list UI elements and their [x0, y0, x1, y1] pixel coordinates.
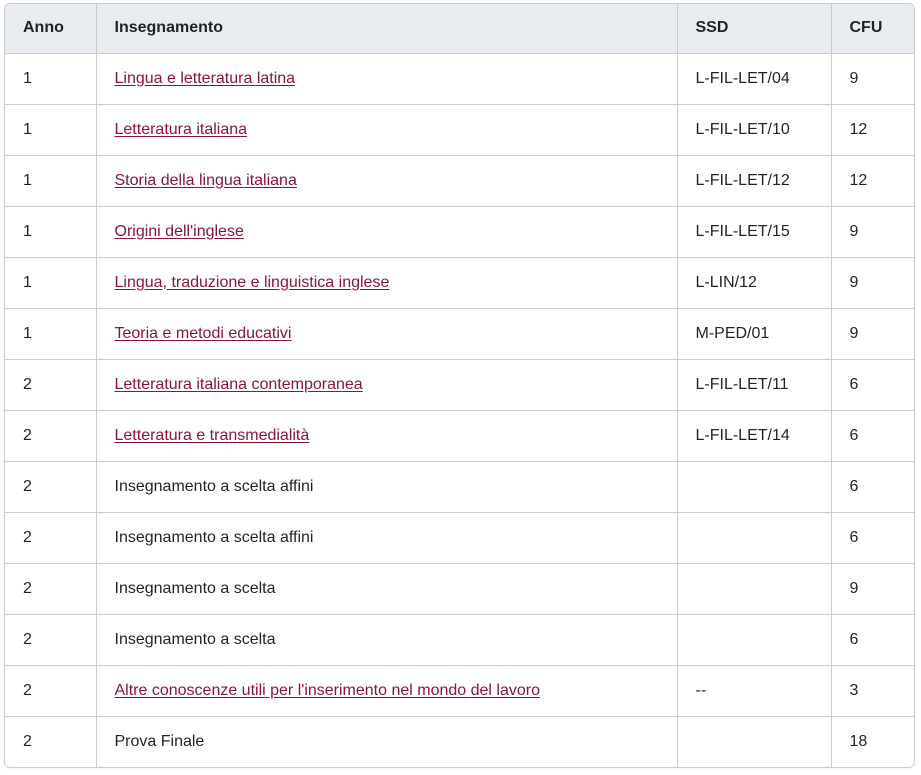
- table-row: [5, 563, 914, 614]
- cell-insegnamento: [96, 410, 677, 461]
- cell-anno: 2: [5, 512, 96, 563]
- cell-cfu: 6: [831, 359, 914, 410]
- course-link[interactable]: Letteratura italiana contemporanea: [114, 375, 363, 393]
- table-row: [5, 410, 914, 461]
- cell-insegnamento: [96, 563, 677, 614]
- course-name: Insegnamento a scelta affini: [114, 477, 314, 495]
- cell-ssd: L-FIL-LET/04: [677, 53, 831, 104]
- cell-insegnamento: [96, 461, 677, 512]
- course-link[interactable]: Lingua, traduzione e linguistica inglese: [114, 273, 390, 291]
- cell-anno: 2: [5, 665, 96, 716]
- cell-insegnamento: [96, 665, 677, 716]
- cell-insegnamento: [96, 359, 677, 410]
- table-row: [5, 512, 914, 563]
- table-row: [5, 257, 914, 308]
- cell-anno: 1: [5, 257, 96, 308]
- cell-ssd: [677, 563, 831, 614]
- course-link[interactable]: Letteratura italiana: [114, 120, 248, 138]
- course-name: Insegnamento a scelta affini: [114, 528, 314, 546]
- table-header: [5, 4, 914, 53]
- cell-cfu: 9: [831, 257, 914, 308]
- cell-ssd: L-LIN/12: [677, 257, 831, 308]
- cell-anno: 2: [5, 716, 96, 767]
- table-row: [5, 206, 914, 257]
- cell-insegnamento: [96, 257, 677, 308]
- course-link[interactable]: Teoria e metodi educativi: [114, 324, 292, 342]
- cell-ssd: L-FIL-LET/14: [677, 410, 831, 461]
- cell-anno: 1: [5, 206, 96, 257]
- table-row: [5, 53, 914, 104]
- table-row: [5, 308, 914, 359]
- cell-anno: 1: [5, 155, 96, 206]
- course-name: Prova Finale: [114, 732, 205, 750]
- cell-anno: 1: [5, 104, 96, 155]
- table-row: [5, 461, 914, 512]
- cell-ssd: [677, 716, 831, 767]
- cell-cfu: 6: [831, 614, 914, 665]
- cell-cfu: 9: [831, 563, 914, 614]
- cell-cfu: 6: [831, 461, 914, 512]
- header-insegnamento: Insegnamento: [96, 4, 677, 53]
- course-link[interactable]: Origini dell'inglese: [114, 222, 244, 240]
- cell-anno: 2: [5, 359, 96, 410]
- cell-insegnamento: [96, 512, 677, 563]
- cell-insegnamento: [96, 716, 677, 767]
- cell-insegnamento: [96, 614, 677, 665]
- cell-ssd: L-FIL-LET/10: [677, 104, 831, 155]
- cell-cfu: 9: [831, 308, 914, 359]
- cell-insegnamento: [96, 206, 677, 257]
- cell-cfu: 9: [831, 53, 914, 104]
- cell-anno: 2: [5, 614, 96, 665]
- cell-cfu: 9: [831, 206, 914, 257]
- table-row: [5, 716, 914, 767]
- cell-cfu: 3: [831, 665, 914, 716]
- header-row: [5, 4, 914, 53]
- table-row: [5, 359, 914, 410]
- table-body: [5, 53, 914, 767]
- cell-ssd: [677, 512, 831, 563]
- cell-ssd: L-FIL-LET/15: [677, 206, 831, 257]
- header-cfu: CFU: [831, 4, 914, 53]
- cell-ssd: L-FIL-LET/12: [677, 155, 831, 206]
- course-name: Insegnamento a scelta: [114, 630, 276, 648]
- cell-anno: 1: [5, 308, 96, 359]
- cell-cfu: 18: [849, 732, 868, 750]
- cell-ssd: [677, 461, 831, 512]
- header-anno: Anno: [5, 4, 96, 53]
- course-link[interactable]: Storia della lingua italiana: [114, 171, 297, 189]
- header-ssd: SSD: [677, 4, 831, 53]
- cell-anno: 2: [5, 461, 96, 512]
- cell-insegnamento: [96, 53, 677, 104]
- table-row: [5, 665, 914, 716]
- cell-cfu: 12: [831, 155, 914, 206]
- cell-insegnamento: [96, 308, 677, 359]
- course-link[interactable]: Lingua e letteratura latina: [114, 69, 296, 87]
- cell-ssd: L-FIL-LET/11: [677, 359, 831, 410]
- cell-insegnamento: [96, 155, 677, 206]
- cell-insegnamento: [96, 104, 677, 155]
- course-link[interactable]: Altre conoscenze utili per l'inserimento nel mondo del lavoro: [114, 681, 540, 699]
- course-link[interactable]: Letteratura e transmedialità: [114, 426, 310, 444]
- cell-cfu: 6: [831, 410, 914, 461]
- cell-anno: 2: [5, 563, 96, 614]
- table-row: [5, 104, 914, 155]
- study-plan-table: [5, 4, 914, 767]
- cell-anno: 2: [5, 410, 96, 461]
- cell-ssd: --: [677, 665, 831, 716]
- cell-cfu: 12: [831, 104, 914, 155]
- table-row: [5, 614, 914, 665]
- cell-ssd: [677, 614, 831, 665]
- cell-ssd: M-PED/01: [677, 308, 831, 359]
- cell-cfu: 6: [831, 512, 914, 563]
- course-name: Insegnamento a scelta: [114, 579, 276, 597]
- study-plan-table-container: [4, 3, 915, 768]
- cell-anno: 1: [5, 53, 96, 104]
- table-row: [5, 155, 914, 206]
